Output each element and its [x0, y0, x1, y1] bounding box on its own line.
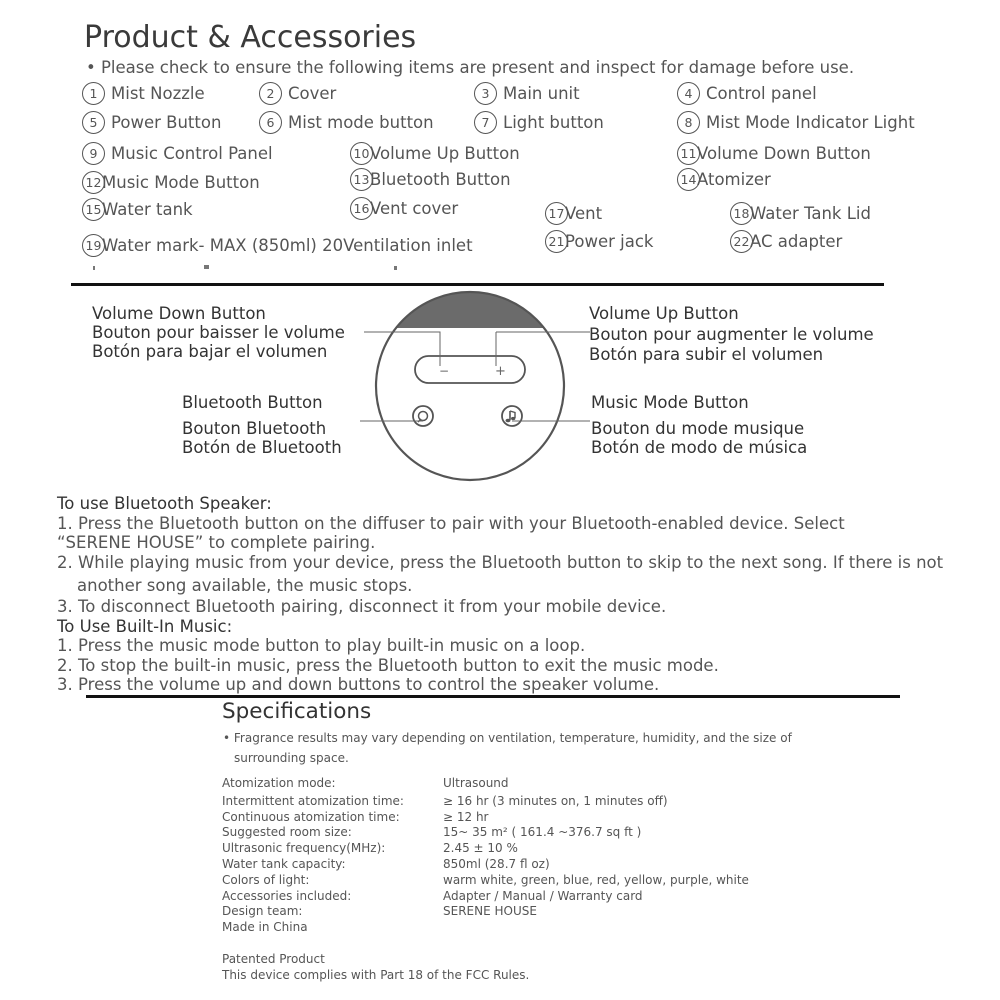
label-fr: Bouton pour augmenter le volume	[589, 324, 874, 344]
item-number: 12	[82, 171, 105, 194]
instruction-line: “SERENE HOUSE” to complete pairing.	[57, 533, 376, 553]
section-divider	[71, 283, 884, 286]
section-divider	[86, 695, 900, 698]
accessory-item	[677, 82, 817, 105]
spec-label: Intermittent atomization time:	[222, 793, 404, 808]
accessory-item	[82, 198, 193, 221]
item-label: Power jack	[565, 232, 654, 251]
item-number: 4	[677, 82, 700, 105]
item-number: 7	[474, 111, 497, 134]
cropped-text-fragment	[394, 266, 397, 270]
device-top-band	[350, 288, 590, 328]
label-es: Botón de Bluetooth	[182, 438, 342, 457]
cropped-text-fragment	[93, 266, 95, 270]
note-line: surrounding space.	[234, 751, 349, 765]
cropped-text-fragment	[204, 265, 209, 269]
accessory-item	[82, 111, 221, 134]
spec-row	[222, 810, 749, 826]
spec-value: 850ml (28.7 fl oz)	[443, 856, 550, 871]
item-number: 21	[545, 230, 568, 253]
item-label: Music Control Panel	[111, 144, 273, 163]
item-number: 15	[82, 198, 105, 221]
item-label: Water mark- MAX (850ml) 20Ventilation inlet	[102, 236, 473, 255]
spec-label: Accessories included:	[222, 888, 352, 903]
volume-up-label	[589, 304, 874, 366]
accessory-item	[350, 168, 511, 191]
spec-value: Ultrasound	[443, 776, 509, 790]
instruction-line: 1. Press the music mode button to play built-in music on a loop.	[57, 636, 586, 656]
accessory-item	[677, 168, 771, 191]
label-en: Volume Down Button	[92, 304, 266, 323]
item-number: 19	[82, 234, 105, 257]
spec-table	[222, 776, 749, 936]
item-number: 3	[474, 82, 497, 105]
bluetooth-heading: To use Bluetooth Speaker:	[57, 494, 272, 513]
volume-down-label	[92, 304, 345, 361]
label-es: Botón de modo de música	[591, 438, 808, 457]
spec-value: 2.45 ± 10 %	[443, 841, 518, 856]
instruction-line: 3. To disconnect Bluetooth pairing, disconnect it from your mobile device.	[57, 596, 667, 616]
item-label: Bluetooth Button	[370, 170, 511, 189]
spec-row	[222, 889, 749, 905]
item-number: 8	[677, 111, 700, 134]
item-number: 5	[82, 111, 105, 134]
label-en: Bluetooth Button	[182, 393, 323, 412]
instruction-line: 1. Press the Bluetooth button on the diffuser to pair with your Bluetooth-enabled device. Select	[57, 513, 845, 533]
item-label: Water Tank Lid	[750, 204, 871, 223]
spec-row	[222, 841, 749, 857]
item-label: Light button	[503, 113, 604, 132]
item-label: Main unit	[503, 84, 580, 103]
spec-row	[222, 794, 749, 810]
spec-value: 15~ 35 m² ( 161.4 ~376.7 sq ft )	[443, 825, 642, 840]
page-title: Product & Accessories	[84, 20, 417, 55]
minus-icon: −	[439, 364, 450, 378]
item-label: Music Mode Button	[102, 173, 260, 192]
spec-label: Continuous atomization time:	[222, 809, 400, 824]
item-label: Control panel	[706, 84, 817, 103]
instruction-line: 3. Press the volume up and down buttons to control the speaker volume.	[57, 675, 660, 695]
label-fr: Bouton du mode musique	[591, 419, 805, 438]
item-number: 2	[259, 82, 282, 105]
specifications-title: Specifications	[222, 699, 372, 724]
plus-icon: +	[495, 364, 506, 379]
bluetooth-label	[182, 393, 342, 457]
note-line: • Fragrance results may vary depending on ventilation, temperature, humidity, and the size of	[223, 731, 792, 745]
patent-note: Patented Product	[222, 952, 325, 966]
spec-row	[222, 904, 749, 920]
accessory-item	[350, 197, 458, 220]
item-number: 13	[350, 168, 373, 191]
item-label: Vent cover	[370, 199, 459, 218]
accessory-item	[474, 111, 604, 134]
spec-value: Adapter / Manual / Warranty card	[443, 888, 643, 903]
accessory-item	[350, 142, 520, 165]
item-number: 1	[82, 82, 105, 105]
music-control-panel-diagram	[350, 288, 590, 508]
accessory-item	[259, 111, 434, 134]
spec-value: ≥ 16 hr (3 minutes on, 1 minutes off)	[443, 793, 668, 808]
item-number: 9	[82, 142, 105, 165]
spec-value: ≥ 12 hr	[443, 809, 489, 824]
item-label: Vent	[565, 204, 603, 223]
spec-label: Suggested room size:	[222, 825, 352, 840]
item-number: 17	[545, 202, 568, 225]
music-mode-label	[591, 393, 807, 457]
accessory-item	[82, 142, 273, 165]
built-in-music-heading: To Use Built-In Music:	[57, 616, 233, 636]
accessory-item	[545, 230, 653, 253]
fragrance-note	[223, 728, 792, 768]
item-label: Water tank	[102, 200, 193, 219]
spec-label: Water tank capacity:	[222, 856, 346, 871]
spec-label: Design team:	[222, 904, 303, 919]
item-label: Volume Down Button	[697, 144, 871, 163]
item-label: Cover	[288, 84, 337, 103]
accessory-item	[545, 202, 602, 225]
item-label: AC adapter	[750, 232, 843, 251]
label-fr: Bouton pour baisser le volume	[92, 323, 345, 342]
accessory-item	[730, 230, 842, 253]
instruction-line: another song available, the music stops.	[77, 576, 413, 596]
accessory-item	[82, 234, 473, 257]
spec-label: Colors of light:	[222, 872, 310, 887]
item-label: Mist Mode Indicator Light	[706, 113, 915, 132]
instruction-line: 2. While playing music from your device, press the Bluetooth button to skip to the next song. If there is not	[57, 552, 944, 572]
label-fr: Bouton Bluetooth	[182, 419, 327, 438]
instruction-line: 2. To stop the built-in music, press the Bluetooth button to exit the music mode.	[57, 655, 719, 675]
item-number: 18	[730, 202, 753, 225]
item-number: 11	[677, 142, 700, 165]
accessory-item	[677, 111, 915, 134]
item-number: 22	[730, 230, 753, 253]
spec-value: warm white, green, blue, red, yellow, purple, white	[443, 872, 749, 887]
spec-row	[222, 920, 749, 936]
spec-row	[222, 825, 749, 841]
item-label: Atomizer	[697, 170, 771, 189]
inspection-note: • Please check to ensure the following items are present and inspect for damage before use.	[86, 58, 855, 77]
label-es: Botón para subir el volumen	[589, 345, 824, 364]
spec-label: Ultrasonic frequency(MHz):	[222, 841, 386, 856]
item-label: Volume Up Button	[370, 144, 520, 163]
spec-label: Made in China	[222, 920, 308, 935]
label-en: Music Mode Button	[591, 393, 749, 412]
accessory-item	[82, 171, 260, 194]
label-es: Botón para bajar el volumen	[92, 342, 328, 361]
instructions	[57, 494, 943, 695]
accessory-item	[82, 82, 205, 105]
accessory-item	[677, 142, 871, 165]
item-number: 10	[350, 142, 373, 165]
accessory-item	[259, 82, 336, 105]
accessory-item	[730, 202, 871, 225]
label-en: Volume Up Button	[589, 304, 739, 323]
spec-label: Atomization mode:	[222, 776, 336, 790]
item-number: 6	[259, 111, 282, 134]
item-number: 16	[350, 197, 373, 220]
spec-row	[222, 873, 749, 889]
fcc-note: This device complies with Part 18 of the FCC Rules.	[222, 968, 530, 982]
spec-value: SERENE HOUSE	[443, 904, 537, 919]
item-label: Mist Nozzle	[111, 84, 205, 103]
item-label: Mist mode button	[288, 113, 434, 132]
item-number: 14	[677, 168, 700, 191]
spec-row	[222, 776, 749, 792]
spec-row	[222, 857, 749, 873]
accessory-item	[474, 82, 580, 105]
item-label: Power Button	[111, 113, 222, 132]
